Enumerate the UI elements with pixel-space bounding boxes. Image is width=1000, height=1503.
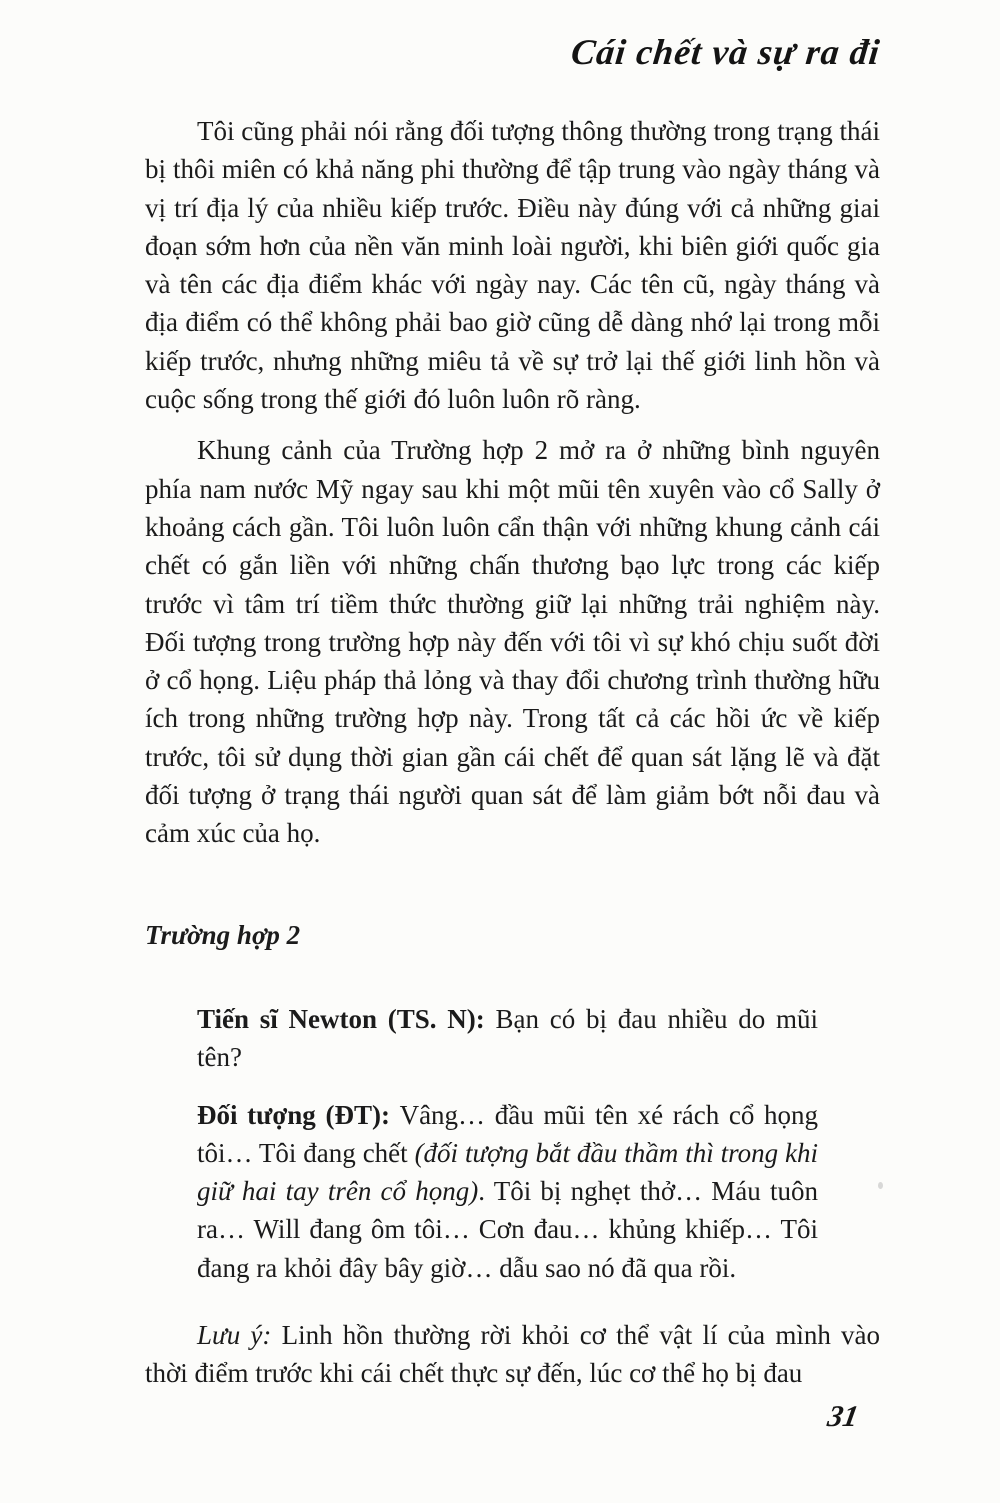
note-paragraph xyxy=(145,1316,880,1393)
text-segment: (đối tượng bắt đầu thầm thì trong khi giữ hai tay trên cổ họng) xyxy=(197,1137,818,1207)
scan-artifact xyxy=(878,1182,883,1189)
paragraph: Khung cảnh của Trường hợp 2 mở ra ở những bình nguyên phía nam nước Mỹ ngay sau khi một mũi tên xuyên vào cổ Sally ở khoảng cách gần. Tôi luôn luôn cẩn thận với những khung cảnh cái chết có gắn liền với những chấn thương bạo lực trong các kiếp trước vì tâm trí tiềm thức thường giữ lại những trải nghiệm này. Đối tượng trong trường hợp này đến với tôi vì sự khó chịu suốt đời ở cổ họng. Liệu pháp thả lỏng và thay đổi chương trình thường hữu ích trong những trường hợp này. Trong tất cả các hồi ức về kiếp trước, tôi sử dụng thời gian gần cái chết để quan sát lặng lẽ và đặt đối tượng ở trạng thái người quan sát để làm giảm bớt nỗi đau và cảm xúc của họ. xyxy=(145,435,880,849)
text-segment: Tiến sĩ Newton (TS. N): xyxy=(197,1003,496,1034)
text-segment: . Tôi bị nghẹt thở… Máu tuôn ra… Will đang ôm tôi… Cơn đau… khủng khiếp… Tôi đang ra khỏi đây bây giờ… dẫu sao nó đã qua rồi. xyxy=(197,1176,819,1283)
text-segment: Đối tượng (ĐT): xyxy=(197,1099,400,1130)
page-number: 31 xyxy=(825,1400,861,1433)
paragraph: Tôi cũng phải nói rằng đối tượng thông thường trong trạng thái bị thôi miên có khả năng phi thường để tập trung vào ngày tháng và vị trí địa lý của nhiều kiếp trước. Điều này đúng với cả những giai đoạn sớm hơn của nền văn minh loài người, khi biên giới quốc gia và tên các địa điểm khác với ngày nay. Các tên cũ, ngày tháng và địa điểm có thể không phải bao giờ cũng dễ dàng nhớ lại trong mỗi kiếp trước, nhưng những miêu tả về sự trở lại thế giới linh hồn và cuộc sống trong thế giới đó luôn luôn rõ ràng. xyxy=(145,116,880,415)
page-body xyxy=(145,112,880,1393)
text-segment: Bạn có bị đau nhiều do mũi tên? xyxy=(197,1003,818,1073)
dialogue-line-newton xyxy=(197,1000,818,1077)
running-header-chapter-title: Cái chết và sự ra đi xyxy=(569,32,883,72)
text-segment: Linh hồn thường rời khỏi cơ thể vật lí của mình vào thời điểm trước khi cái chết thực sự đến, lúc cơ thể họ bị đau xyxy=(145,1320,880,1389)
text-segment: Vâng… đầu mũi tên xé rách cổ họng tôi… Tôi đang chết xyxy=(197,1099,818,1168)
case-heading: Trường hợp 2 xyxy=(145,919,301,950)
text-segment: Lưu ý: xyxy=(197,1320,282,1351)
dialogue-line-subject xyxy=(197,1096,818,1287)
